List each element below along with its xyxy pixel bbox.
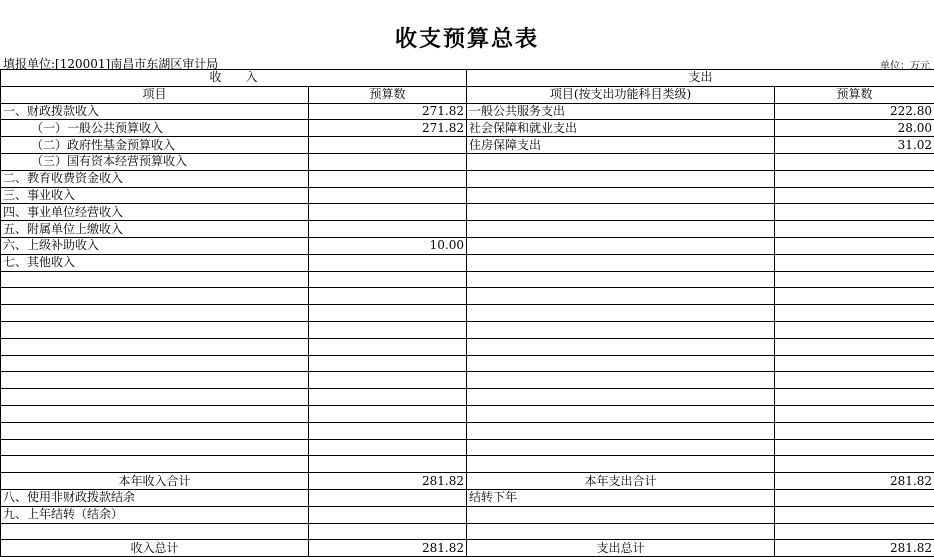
income-value-cell — [309, 137, 467, 154]
income-value-cell — [309, 405, 467, 422]
expense-item-cell: 社会保障和就业支出 — [467, 120, 775, 137]
table-row — [1, 540, 934, 557]
income-value-cell — [309, 489, 467, 506]
income-item-cell: 一、财政拨款收入 — [1, 103, 309, 120]
income-value-cell — [309, 338, 467, 355]
table-row — [1, 489, 934, 506]
income-value-cell — [309, 389, 467, 406]
income-value-cell — [309, 456, 467, 473]
expense-item-cell: 结转下年 — [467, 489, 775, 506]
income-value-cell — [309, 254, 467, 271]
income-value-cell — [309, 221, 467, 238]
income-item-cell — [1, 355, 309, 372]
table-row — [1, 153, 934, 170]
expense-item-cell — [467, 338, 775, 355]
income-item-cell — [1, 422, 309, 439]
expense-value-cell — [775, 439, 934, 456]
currency-unit-label: 单位：万元 — [880, 57, 930, 72]
income-item-cell: 五、附属单位上缴收入 — [1, 221, 309, 238]
income-value-cell — [309, 288, 467, 305]
income-item-cell — [1, 389, 309, 406]
income-item-cell: 本年收入合计 — [1, 473, 309, 490]
expense-value-cell: 281.82 — [775, 473, 934, 490]
expense-value-cell — [775, 321, 934, 338]
income-item-cell — [1, 271, 309, 288]
expense-value-cell — [775, 338, 934, 355]
table-row — [1, 254, 934, 271]
table-row — [1, 523, 934, 540]
expense-item-cell — [467, 170, 775, 187]
expense-value-cell — [775, 506, 934, 523]
expense-value-cell — [775, 153, 934, 170]
income-item-cell: 九、上年结转（结余） — [1, 506, 309, 523]
expense-item-cell — [467, 456, 775, 473]
table-row — [1, 187, 934, 204]
expense-value-cell — [775, 422, 934, 439]
income-value-cell: 10.00 — [309, 237, 467, 254]
expense-item-cell — [467, 254, 775, 271]
expense-value-cell — [775, 271, 934, 288]
expense-value-cell — [775, 305, 934, 322]
expense-value-cell — [775, 221, 934, 238]
table-section-header-row — [1, 70, 934, 87]
income-item-cell: 四、事业单位经营收入 — [1, 204, 309, 221]
table-row — [1, 456, 934, 473]
income-item-cell: （二）政府性基金预算收入 — [1, 137, 309, 154]
expense-item-cell — [467, 405, 775, 422]
table-row — [1, 137, 934, 154]
income-item-cell: （一）一般公共预算收入 — [1, 120, 309, 137]
income-item-cell — [1, 523, 309, 540]
expense-value-cell — [775, 489, 934, 506]
budget-table-body — [1, 70, 934, 557]
table-row — [1, 473, 934, 490]
expense-item-header: 项目(按支出功能科目类级) — [467, 86, 775, 103]
income-value-cell: 271.82 — [309, 103, 467, 120]
budget-table — [0, 69, 934, 557]
income-value-cell — [309, 204, 467, 221]
income-value-cell — [309, 422, 467, 439]
table-row — [1, 170, 934, 187]
table-row — [1, 422, 934, 439]
table-row — [1, 405, 934, 422]
table-row — [1, 355, 934, 372]
income-item-cell: 七、其他收入 — [1, 254, 309, 271]
income-value-cell — [309, 523, 467, 540]
income-item-header: 项目 — [1, 86, 309, 103]
expense-item-cell: 支出总计 — [467, 540, 775, 557]
table-column-header-row — [1, 86, 934, 103]
table-row — [1, 389, 934, 406]
expense-value-cell — [775, 288, 934, 305]
expense-value-cell — [775, 523, 934, 540]
expense-value-cell — [775, 355, 934, 372]
expense-value-cell — [775, 372, 934, 389]
expense-item-cell — [467, 305, 775, 322]
table-row — [1, 103, 934, 120]
expense-value-cell — [775, 405, 934, 422]
income-value-cell: 271.82 — [309, 120, 467, 137]
income-item-cell: （三）国有资本经营预算收入 — [1, 153, 309, 170]
expense-value-cell: 222.80 — [775, 103, 934, 120]
expense-item-cell — [467, 187, 775, 204]
income-item-cell — [1, 456, 309, 473]
expense-item-cell — [467, 506, 775, 523]
expense-value-cell: 31.02 — [775, 137, 934, 154]
table-row — [1, 338, 934, 355]
income-value-cell — [309, 439, 467, 456]
income-value-cell — [309, 321, 467, 338]
income-item-cell: 二、教育收费资金收入 — [1, 170, 309, 187]
income-value-cell — [309, 355, 467, 372]
table-row — [1, 237, 934, 254]
expense-value-cell — [775, 389, 934, 406]
income-item-cell — [1, 321, 309, 338]
table-row — [1, 271, 934, 288]
expense-item-cell — [467, 221, 775, 238]
income-value-cell — [309, 271, 467, 288]
table-row — [1, 305, 934, 322]
expense-item-cell — [467, 288, 775, 305]
income-item-cell — [1, 305, 309, 322]
expense-item-cell — [467, 355, 775, 372]
income-item-cell: 六、上级补助收入 — [1, 237, 309, 254]
income-item-cell — [1, 288, 309, 305]
income-item-cell — [1, 372, 309, 389]
table-row — [1, 439, 934, 456]
income-item-cell — [1, 405, 309, 422]
income-item-cell: 八、使用非财政拨款结余 — [1, 489, 309, 506]
income-value-cell — [309, 305, 467, 322]
expense-budget-header: 预算数 — [775, 86, 934, 103]
expense-item-cell — [467, 321, 775, 338]
income-section-header: 收 入 — [1, 70, 467, 87]
table-row — [1, 321, 934, 338]
expense-item-cell — [467, 271, 775, 288]
income-budget-header: 预算数 — [309, 86, 467, 103]
income-item-cell: 收入总计 — [1, 540, 309, 557]
expense-item-cell: 本年支出合计 — [467, 473, 775, 490]
expense-value-cell — [775, 254, 934, 271]
expense-item-cell — [467, 523, 775, 540]
expense-value-cell: 281.82 — [775, 540, 934, 557]
table-row — [1, 372, 934, 389]
expense-item-cell — [467, 237, 775, 254]
filler-unit-label: 填报单位:[120001]南昌市东湖区审计局 — [3, 55, 218, 72]
income-item-cell — [1, 338, 309, 355]
income-value-cell — [309, 187, 467, 204]
expense-item-cell — [467, 422, 775, 439]
table-row — [1, 506, 934, 523]
table-row — [1, 288, 934, 305]
expense-item-cell — [467, 204, 775, 221]
income-value-cell: 281.82 — [309, 540, 467, 557]
expense-item-cell — [467, 372, 775, 389]
income-value-cell — [309, 372, 467, 389]
table-row — [1, 120, 934, 137]
expense-value-cell — [775, 170, 934, 187]
table-row — [1, 204, 934, 221]
expense-value-cell — [775, 204, 934, 221]
income-value-cell — [309, 153, 467, 170]
expense-item-cell — [467, 439, 775, 456]
expense-value-cell: 28.00 — [775, 120, 934, 137]
table-row — [1, 221, 934, 238]
expense-section-header: 支出 — [467, 70, 934, 87]
expense-item-cell — [467, 153, 775, 170]
expense-item-cell — [467, 389, 775, 406]
expense-item-cell: 一般公共服务支出 — [467, 103, 775, 120]
income-item-cell: 三、事业收入 — [1, 187, 309, 204]
income-value-cell — [309, 506, 467, 523]
expense-value-cell — [775, 187, 934, 204]
income-value-cell: 281.82 — [309, 473, 467, 490]
page-title: 收支预算总表 — [0, 22, 934, 53]
expense-value-cell — [775, 456, 934, 473]
income-item-cell — [1, 439, 309, 456]
expense-value-cell — [775, 237, 934, 254]
income-value-cell — [309, 170, 467, 187]
expense-item-cell: 住房保障支出 — [467, 137, 775, 154]
